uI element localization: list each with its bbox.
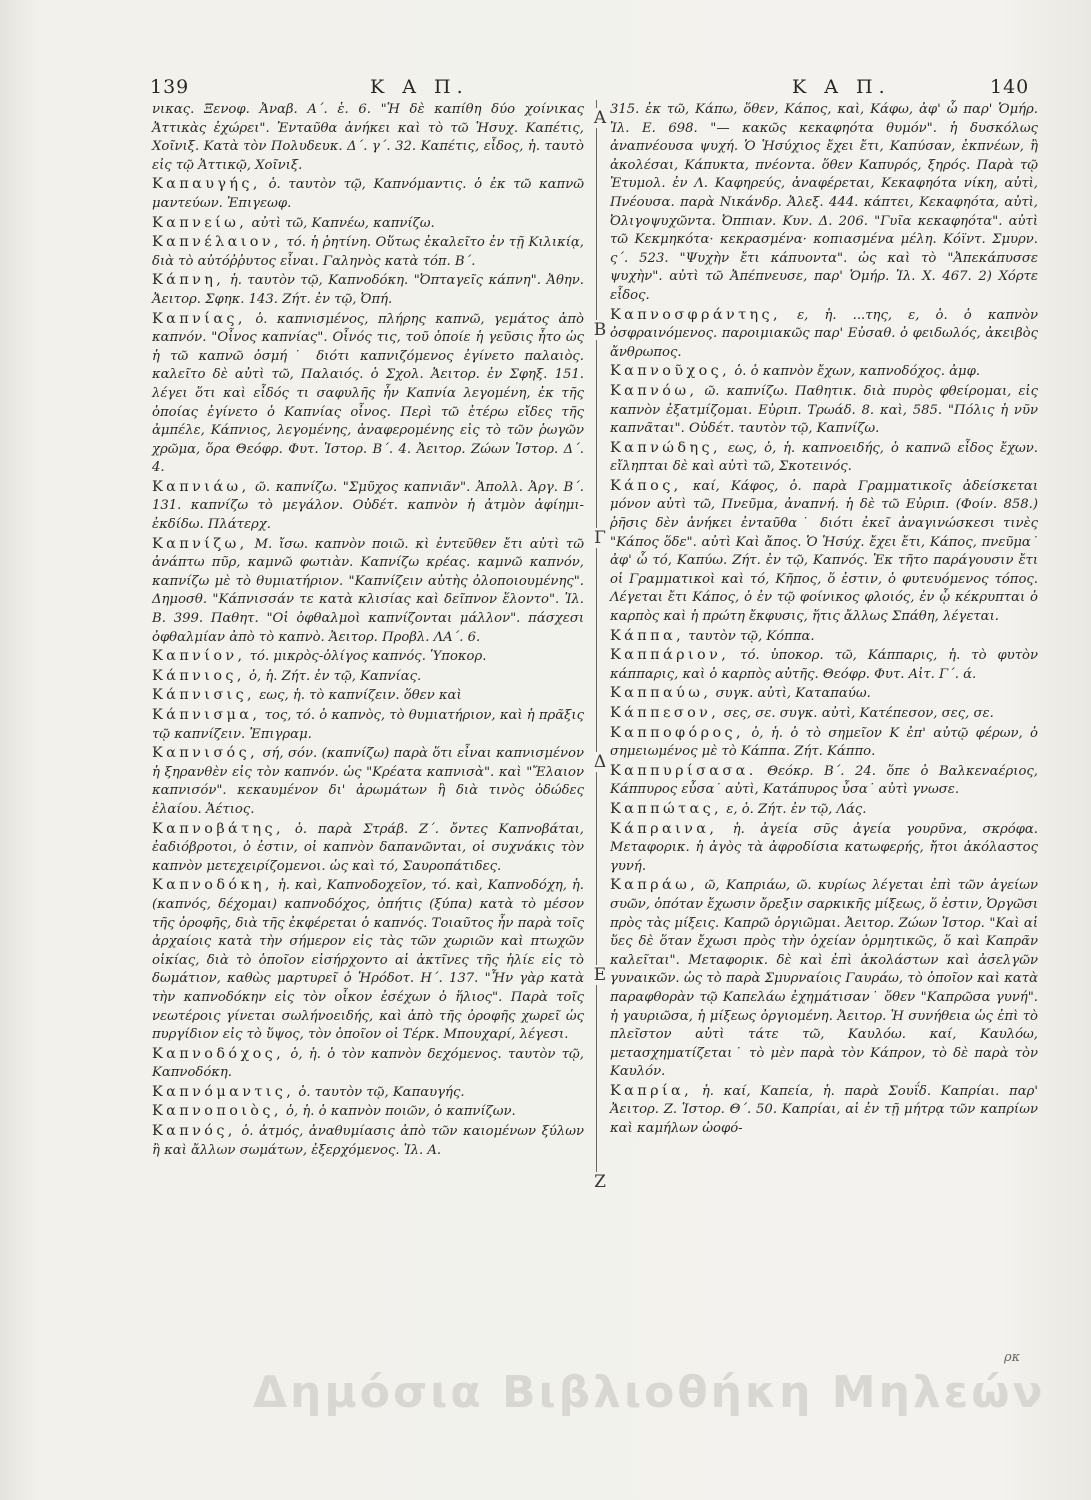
entry-body: τό. ἡ ῥητίνη. Οὕτως ἐκαλεῖτο ἐν τῇ Κιλικίᾳ, διὰ τὸ αὐτόῤῥυτος εἶναι. Γαληνὸς κατὰ τόπ. Β΄. [152, 235, 584, 269]
dictionary-entry [152, 310, 584, 478]
dictionary-entry [152, 478, 584, 535]
entry-lemma: Καπνοβάτης, [152, 820, 284, 837]
dictionary-entry [152, 535, 584, 648]
entry-lemma: Καπνέλαιον, [152, 234, 282, 251]
entry-body: Μ. ἴσω. καπνὸν ποιῶ. κὶ ἐντεῦθεν ἔτι αὐτὶ τῶ ἀνάπτω πῦρ, καμνῶ φωτιὰν. Καπνίζω κρέας. καμνῶ καπνόν, καπνίζω μὲ τὸ θυμιατήριον. "Καπνίζειν αὐτὴς ὀλοποιουμένης". Δημοσθ. "Κάπνισσάν τε κατὰ κλισίας καὶ δεῖπνον ἕλοντο". Ἰλ. Β. 399. Παθητ. "Οἱ ὀφθαλμοὶ καπνίζονται μάλλον". πάσχεσι ὀφθαλμίαν ἀπὸ τὸ καπνὸ. Ἀειτορ. Προβλ. ΛΑ΄. 6. [152, 536, 584, 645]
entry-body: ἡ. καὶ, Καπνοδοχεῖον, τό. καὶ, Καπνοδόχη, ἡ. (καπνός, δέχομαι) καπνοδόχος, ὀπήτις (ξύπα) κατὰ τὸ μέσον τῆς ὀροφῆς, διὰ τῆς ἐκφέρεται ὁ καπνός. Τοιαῦτος ἦν παρὰ τοῖς ἀρχαίοις κατὰ τὴν σήμερον εἰς τὰς τῶν χωριῶν καὶ πτωχῶν οἰκίας, διὰ τὸ ὁποῖον εἰσήρχοντο αἱ ἀκτῖνες τῆς ἡλίε εἰς τὸ δωμάτιον, καθὼς μαρτυρεῖ ὁ Ἡρόδοτ. Η΄. 137. "Ἦν γὰρ κατὰ τὴν καπνοδόκην εἰς τὸν οἶκον ἐσέχων ὁ ἥλιος". Παρὰ τοῖς νεωτέροις γίνεται σωλήνοειδής, καὶ ἀπὸ τῆς ὀροφῆς χωρεῖ ὡς πυργίδιον εἰς τὸ ὕψος, τὸν ὁποῖον οἱ Τέρκ. Μπουχαρί, λέγεσι. [152, 878, 584, 1043]
entry-body: τό. μικρὸς-ὀλίγος καπνός. Ὑποκορ. [249, 649, 487, 665]
entry-body: ὁ. ὁ καπνὸν ἔχων, καπνοδόχος. ἀμφ. [734, 364, 981, 380]
entry-lemma: Καπνίας, [152, 310, 246, 327]
page-number-right: 140 [990, 76, 1030, 98]
dictionary-entry [610, 382, 1038, 439]
entry-lemma: Καπνοδόκη, [152, 877, 273, 894]
dictionary-entry [152, 1122, 584, 1160]
entry-body: ὁ. ταυτὸν τῷ, Καπνόμαντις. ὁ ἐκ τῶ καπνῶ μαντεύων. Ἐπιγεωφ. [152, 177, 584, 211]
entry-lemma: Κάπνισις, [152, 687, 256, 704]
entry-body: σή, σόν. (καπνίζω) παρὰ ὅτι εἶναι καπνισμένον ἡ ξηρανθὲν εἰς τὸν καπνόν. ὡς "Κρέατα καπνισὰ". καὶ "Ἔλαιον καπνισόν". κεκαυμένον δι' ἀρωμάτων ἢ διὰ τινὸς ὀδώδες ἐλαίου. Ἀέτιος. [152, 746, 584, 817]
dictionary-entry [610, 439, 1038, 477]
entry-lemma: Καπνοδόχος, [152, 1045, 285, 1062]
entry-lemma: Καπνοῦχος, [610, 363, 731, 380]
entry-lemma: Καπνόμαντις, [152, 1083, 295, 1100]
entry-body: ὁ, ἡ. ὁ καπνὸν ποιῶν, ὁ καπνίζων. [286, 1104, 516, 1120]
entry-body: εως, ὁ, ἡ. καπνοειδής, ὁ καπνῶ εἶδος ἔχων. εἴληπται δὲ καὶ αὐτὶ τῶ, Σκοτεινός. [610, 440, 1038, 475]
library-watermark: Δημόσια Βιβλιοθήκη Μηλεών [253, 1367, 1046, 1418]
entry-lemma: Καπράω, [610, 877, 699, 894]
entry-lemma: Κάπνισμα, [152, 707, 261, 723]
entry-lemma: Καππαύω, [610, 685, 712, 702]
entry-body: σες, σε. συγκ. αὐτὶ, Κατέπεσον, σες, σε. [723, 706, 994, 721]
section-letter-marker: Β [593, 320, 607, 340]
section-letter-marker: Ε [593, 965, 607, 985]
entry-body: νικας. Ξενοφ. Ἀναβ. Α΄. ἑ. 6. "Ἡ δὲ καπίθη δύο χοίνικας Ἀττικὰς ἐχώρει". Ἐνταῦθα ἀνήκει καὶ τὸ τῶ Ἡσυχ. Καπέτις, Χοῖνιξ. Κατὰ τὸν Πολυδευκ. Δ΄. γ΄. 32. Καπέτις, εἶδος, ἡ. ταυτὸ εἰς τῷ Ἀττικῷ, Χοῖνιξ. [152, 102, 584, 173]
dictionary-entry [610, 362, 1038, 382]
column-divider [596, 100, 597, 1180]
dictionary-entry [152, 686, 584, 706]
entry-lemma: Καπποφόρος, [610, 724, 744, 741]
page-number-left: 139 [150, 76, 190, 98]
dictionary-entry [610, 684, 1038, 704]
entry-lemma: Καππάριον, [610, 647, 730, 664]
dictionary-entry [610, 477, 1038, 627]
dictionary-entry [152, 214, 584, 234]
entry-lemma: Καππώτας, [610, 800, 723, 817]
entry-body: ε, ὁ. Ζήτ. ἐν τῷ, Λάς. [726, 801, 867, 817]
entry-body: αὐτὶ τῶ, Καπνέω, καπνίζω. [251, 215, 435, 231]
dictionary-entry [610, 800, 1038, 820]
section-letter-marker: Α [593, 108, 607, 128]
entry-lemma: Κάππα, [610, 627, 685, 644]
entry-body: ὁ. ταυτὸν τῷ, Καπαυγής. [298, 1084, 465, 1100]
entry-body: συγκ. αὐτὶ, Καταπαύω. [715, 686, 871, 702]
entry-lemma: Καπνίζω, [152, 535, 248, 552]
entry-lemma: Καπνίον, [152, 648, 246, 665]
section-letter-marker: Γ [594, 528, 606, 548]
left-column [152, 100, 584, 1160]
entry-lemma: Κάπος, [610, 477, 682, 494]
entry-body: Θεόκρ. Β΄. 24. ὅπε ὁ Βαλκεναέριος, Κάππυρος εὖσα˙ αὐτὶ, Κατάπυρος ὖσα˙ αὐτὶ γνωσε. [610, 763, 1038, 798]
entry-body: ὁ, ἡ. ὁ τὸν καπνὸν δεχόμενος. ταυτὸν τῷ, Καπνοδόκη. [152, 1046, 584, 1081]
dictionary-entry [610, 704, 1038, 724]
entry-body: 315. ἐκ τῶ, Κάπω, ὅθεν, Κάπος, καὶ, Κάφω, ἀφ' ὧ παρ' Ὁμήρ. Ἰλ. Ε. 698. "— κακῶς κεκαφηότα θυμόν". ἡ δυσκόλως ἀναπνέουσα ψυχή. Ὁ Ἡσύχιος ἔχει ἔτι, Καπύσαν, ἐκπνέων, ἢ ἀκολέσαι, Κάπυκτα, πνέοντα. ὅθεν Καπυρός, ξηρός. Παρὰ τῷ Ἐτυμολ. ἐν Λ. Καφηρεύς, ἀναφέρεται, Κεκαφηότα νίκη, αὐτὶ, Πνέουσα. παρὰ Νικάνδρ. Ἀλεξ. 444. κάπτει, Κεκαφηότα, αὐτὶ, Ὀλιγοψυχῶντα. Ὀππιαν. Κυν. Δ. 206. "Γυῖα κεκαφηότα". αὐτὶ τῶ Κεκμηκότα· κεκρασμένα· κοπιασμένα μέλη. Κόϊντ. Σμυρν. ς΄. 523. "Ψυχὴν ἔτι κάπυοντα". ὡς καὶ τὸ "Ἀπεκάπυσσε ψυχὴν". αὐτὶ τῶ Ἀπέπνευσε, παρ' Ὁμήρ. Ἰλ. Χ. 467. 2) Χόρτε εἶδος. [610, 102, 1038, 303]
dictionary-entry [610, 820, 1038, 877]
dictionary-entry [610, 306, 1038, 363]
entry-lemma: Καπνός, [152, 1123, 236, 1140]
dictionary-entry [610, 762, 1038, 800]
entry-body: ῶ. καπνίζω. Παθητικ. διὰ πυρὸς φθείρομαι, εἰς καπνὸν ἐξατμίζομαι. Εὐριπ. Τρωάδ. 8. καὶ, 585. "Πόλις ἡ νῦν καπνᾶται". Οὐδέτ. ταυτὸν τῷ, Καπνίζω. [610, 383, 1038, 437]
entry-lemma: Καπαυγής, [152, 176, 261, 193]
entry-body: ἡ. καί, Καπεία, ἡ. παρὰ Σουΐδ. Καπρίαι. παρ' Ἀειτορ. Ζ. Ἱστορ. Θ΄. 50. Καπρίαι, αἱ ἐν τῇ μήτρᾳ τῶν καπρίων καὶ καμήλων ὠοφό- [610, 1083, 1038, 1137]
entry-lemma: Καπνώδης, [610, 439, 721, 456]
right-column [610, 100, 1038, 1139]
entry-body: ῶ. καπνίζω. "Σμῦχος καπνιᾶν". Ἀπολλ. Ἀργ. Β΄. 131. καπνίζω τὸ μεγάλον. Οὐδέτ. καπνὸν ἡ ἀτμὸν ἀφίημι-ἐκδίδω. Πλάτερχ. [152, 479, 584, 533]
entry-lemma: Καπνισός, [152, 745, 259, 762]
dictionary-entry [152, 1102, 584, 1122]
entry-lemma: Καπρία, [610, 1082, 693, 1099]
entry-body: ἡ. ἀγεία σῦς ἀγεία γουρῦνα, σκρόφα. Μεταφορικ. ἡ ἀγὸς τὰ ἀφροδίσια κατωφερής, ἤτοι ἀκόλαστος γυνή. [610, 821, 1038, 874]
entry-body: ὁ, ἡ. ὁ τὸ σημεῖον Κ ἐπ' αὐτῷ φέρων, ὁ σημειωμένος μὲ τὸ Κάππα. Ζήτ. Κάππο. [610, 725, 1038, 760]
running-head-left: Κ Α Π. [370, 76, 469, 98]
entry-lemma: Καππυρίσασα. [610, 762, 757, 779]
dictionary-entry [152, 820, 584, 877]
dictionary-entry [152, 706, 584, 744]
dictionary-entry [610, 100, 1038, 306]
dictionary-entry [152, 876, 584, 1044]
dictionary-entry [152, 744, 584, 819]
entry-lemma: Καπνιάω, [152, 478, 250, 495]
dictionary-entry [610, 876, 1038, 1082]
dictionary-entry [152, 175, 584, 213]
entry-body: ὁ. ἀτμός, ἀναθυμίασις ἀπὸ τῶν καιομένων ξύλων ἢ καὶ ἄλλων σωμάτων, ἐξερχόμενος. Ἰλ. Α. [152, 1124, 584, 1158]
entry-lemma: Κάπνιος, [152, 667, 245, 684]
dictionary-entry [152, 667, 584, 687]
entry-body: ὁ, ἡ. Ζήτ. ἐν τῷ, Καπνίας. [249, 668, 422, 684]
entry-body: ὁ. καπνισμένος, πλήρης καπνῶ, γεμάτος ἀπὸ καπνόν. "Οἶνος καπνίας". Οἶνός τις, τοῦ ὁποίε ἡ γεῦσις ἦτο ὡς ἡ τῶ καπνῶ ὀσμή˙ διότι καπνιζόμενος ἐγίνετο παλαιὸς. καλεῖτο δὲ αὐτὶ τῶ, Παλαιός. ὁ Σχολ. Ἀειτορ. ἐν Σφηξ. 151. λέγει ὅτι καὶ εἶδός τι σαφυλῆς ἦν Καπνία λεγομένη, ἐκ τῆς ὁποίας ἐγίνετο ὁ Καπνίας οἶνος. Περὶ τῶ ἑτέρω εἴδες τῆς ἀμπέλε, Κάπνιος, λεγομένης, ἀναφερομένης εἰς τὸ τῶν ῥωγῶν χρῶμα, ὅρα Θεόφρ. Φυτ. Ἱστορ. Β΄. 4. Ἀειτορ. Ζώων Ἱστορ. Δ΄. 4. [152, 311, 584, 476]
dictionary-entry [152, 1045, 584, 1083]
running-head-right: Κ Α Π. [792, 76, 891, 98]
entry-body: τό. ὑποκορ. τῶ, Κάππαρις, ἡ. τὸ φυτὸν κάππαρις, καὶ ὁ καρπὸς αὐτῆς. Θεόφρ. Φυτ. Αἰτ. Γ΄. ά. [610, 648, 1038, 682]
dictionary-entry [610, 646, 1038, 684]
dictionary-entry [610, 724, 1038, 762]
entry-body: ῶ, Καπριάω, ῶ. κυρίως λέγεται ἐπὶ τῶν ἀγείων συῶν, ὁπόταν ἔχωσιν ὄρεξιν σαρκικῆς μίξεως, ὅ ἐστιν, Ὀργῶσι πρὸς τὰς μίξεις. Καπρῶ ὀργιῶμαι. Ἀειτορ. Ζώων Ἱστορ. "Καὶ αἱ ὕες δὲ ὅταν ἔχωσι πρὸς τὴν ὀχείαν ὁρμητικῶς, ὅ καὶ Καπρᾶν καλεῖται". Μεταφορικ. δὲ καὶ ἐπὶ ἀκολάστων καὶ ἀσελγῶν γυναικῶν. ὡς τὸ παρὰ Σμυρναίοις Γαυράω, τὸ ὁποῖον καὶ κατὰ παραφθορὰν τῷ Καπελάω ἐχημάτισαν˙ ὅθεν "Καπρῶσα γυνή". ἡ γαυριῶσα, ἡ μίξεως ὀργιομένη. Ἀειτορ. Ἡ συνήθεια ὡς ἐπὶ τὸ πλεῖστον αὐτὶ τάτε τῶ, Καυλόω. καί, Καυλόω, μετασχηματίζεται˙ τὸ μὲν παρὰ τὸν Κάπρον, τὸ δὲ παρὰ τὸν Καυλόν. [610, 878, 1038, 1080]
entry-body: ἡ. ταυτὸν τῷ, Καπνοδόκη. "Ὀπταγεῖς κάπνη". Ἀθην. Ἀειτορ. Σφηκ. 143. Ζήτ. ἐν τῷ, Ὀπή. [152, 273, 584, 307]
entry-lemma: Κάπραινα, [610, 820, 718, 837]
section-letter-marker: Ζ [594, 1172, 606, 1192]
dictionary-entry [152, 647, 584, 667]
entry-lemma: Καπνοσφράντης, [610, 306, 781, 323]
signature-mark: ρκ [1004, 1350, 1021, 1365]
dictionary-entry [152, 233, 584, 271]
dictionary-entry [152, 271, 584, 309]
dictionary-entry [152, 100, 584, 175]
entry-lemma: Καπνείω, [152, 214, 248, 231]
entry-lemma: Καπνόω, [610, 382, 698, 399]
entry-body: τος, τό. ὁ καπνὸς, τὸ θυμιατήριον, καὶ ἡ πρᾶξις τῷ καπνίζειν. Ἐπιγραμ. [152, 708, 584, 742]
dictionary-entry [152, 1083, 584, 1103]
entry-body: ε, ἡ. ...της, ε, ὁ. ὁ καπνὸν ὀσφραινόμενος. παροιμιακῶς παρ' Εὐσαθ. ὁ φειδωλός, ἀκειβὸς ἄνθρωπος. [610, 307, 1038, 360]
entry-lemma: Κάπνη, [152, 272, 225, 289]
entry-body: καί, Κάφος, ὁ. παρὰ Γραμματικοῖς ἀδείσκεται μόνον αὐτὶ τῶ, Πνεῦμα, ἀναπνή. ἡ δὲ τῶ Εὐριπ. (Φοίν. 858.) ῥῆσις δὲν ἀνήκει ἐνταῦθα˙ διότι ἐκεῖ ἀναγινώσκεσι τινὲς "Κάπος ὅδε". αὐτὶ Καὶ ἄπος. Ὁ Ἡσύχ. ἔχει ἔτι, Κάπος, πνεῦμα˙ ἀφ' ὧ τό, Καπύω. Ζήτ. ἐν τῷ, Καπνός. Ἐκ τῆτο παράγουσιν ἔτι οἱ Γραμματικοὶ καὶ τό, Κῆπος, ὅ ἐστιν, ὁ φυτευόμενος τόπος. Λέγεται ἔτι Κάπος, ὁ ἐν τῷ φοίνικος φλοιός, ἐν ᾧ κέκρυπται ὁ καρπὸς καὶ ἡ πρώτη ἔκφυσις, ἥτις ἄλλως Σπάθη, λέγεται. [610, 478, 1038, 625]
entry-lemma: Καπνοποιὸς, [152, 1103, 282, 1120]
dictionary-entry [610, 627, 1038, 647]
entry-body: εως, ἡ. τὸ καπνίζειν. ὅθεν καὶ [259, 688, 462, 704]
entry-body: ταυτὸν τῷ, Κόππα. [688, 628, 815, 644]
dictionary-entry [610, 1082, 1038, 1139]
section-letter-marker: Δ [593, 752, 607, 772]
entry-body: ὁ. παρὰ Στράβ. Ζ΄. ὄντες Καπνοβάται, ἐαδιόβροτοι, ὁ ἐστιν, οἱ καπνὸν δαπανῶνται, οἱ συχνάκις τὸν καπνὸν μετεχειρίζομενοι. ὡς καὶ τό, Σαυροπάτιδες. [152, 821, 584, 874]
entry-lemma: Κάππεσον, [610, 705, 720, 721]
